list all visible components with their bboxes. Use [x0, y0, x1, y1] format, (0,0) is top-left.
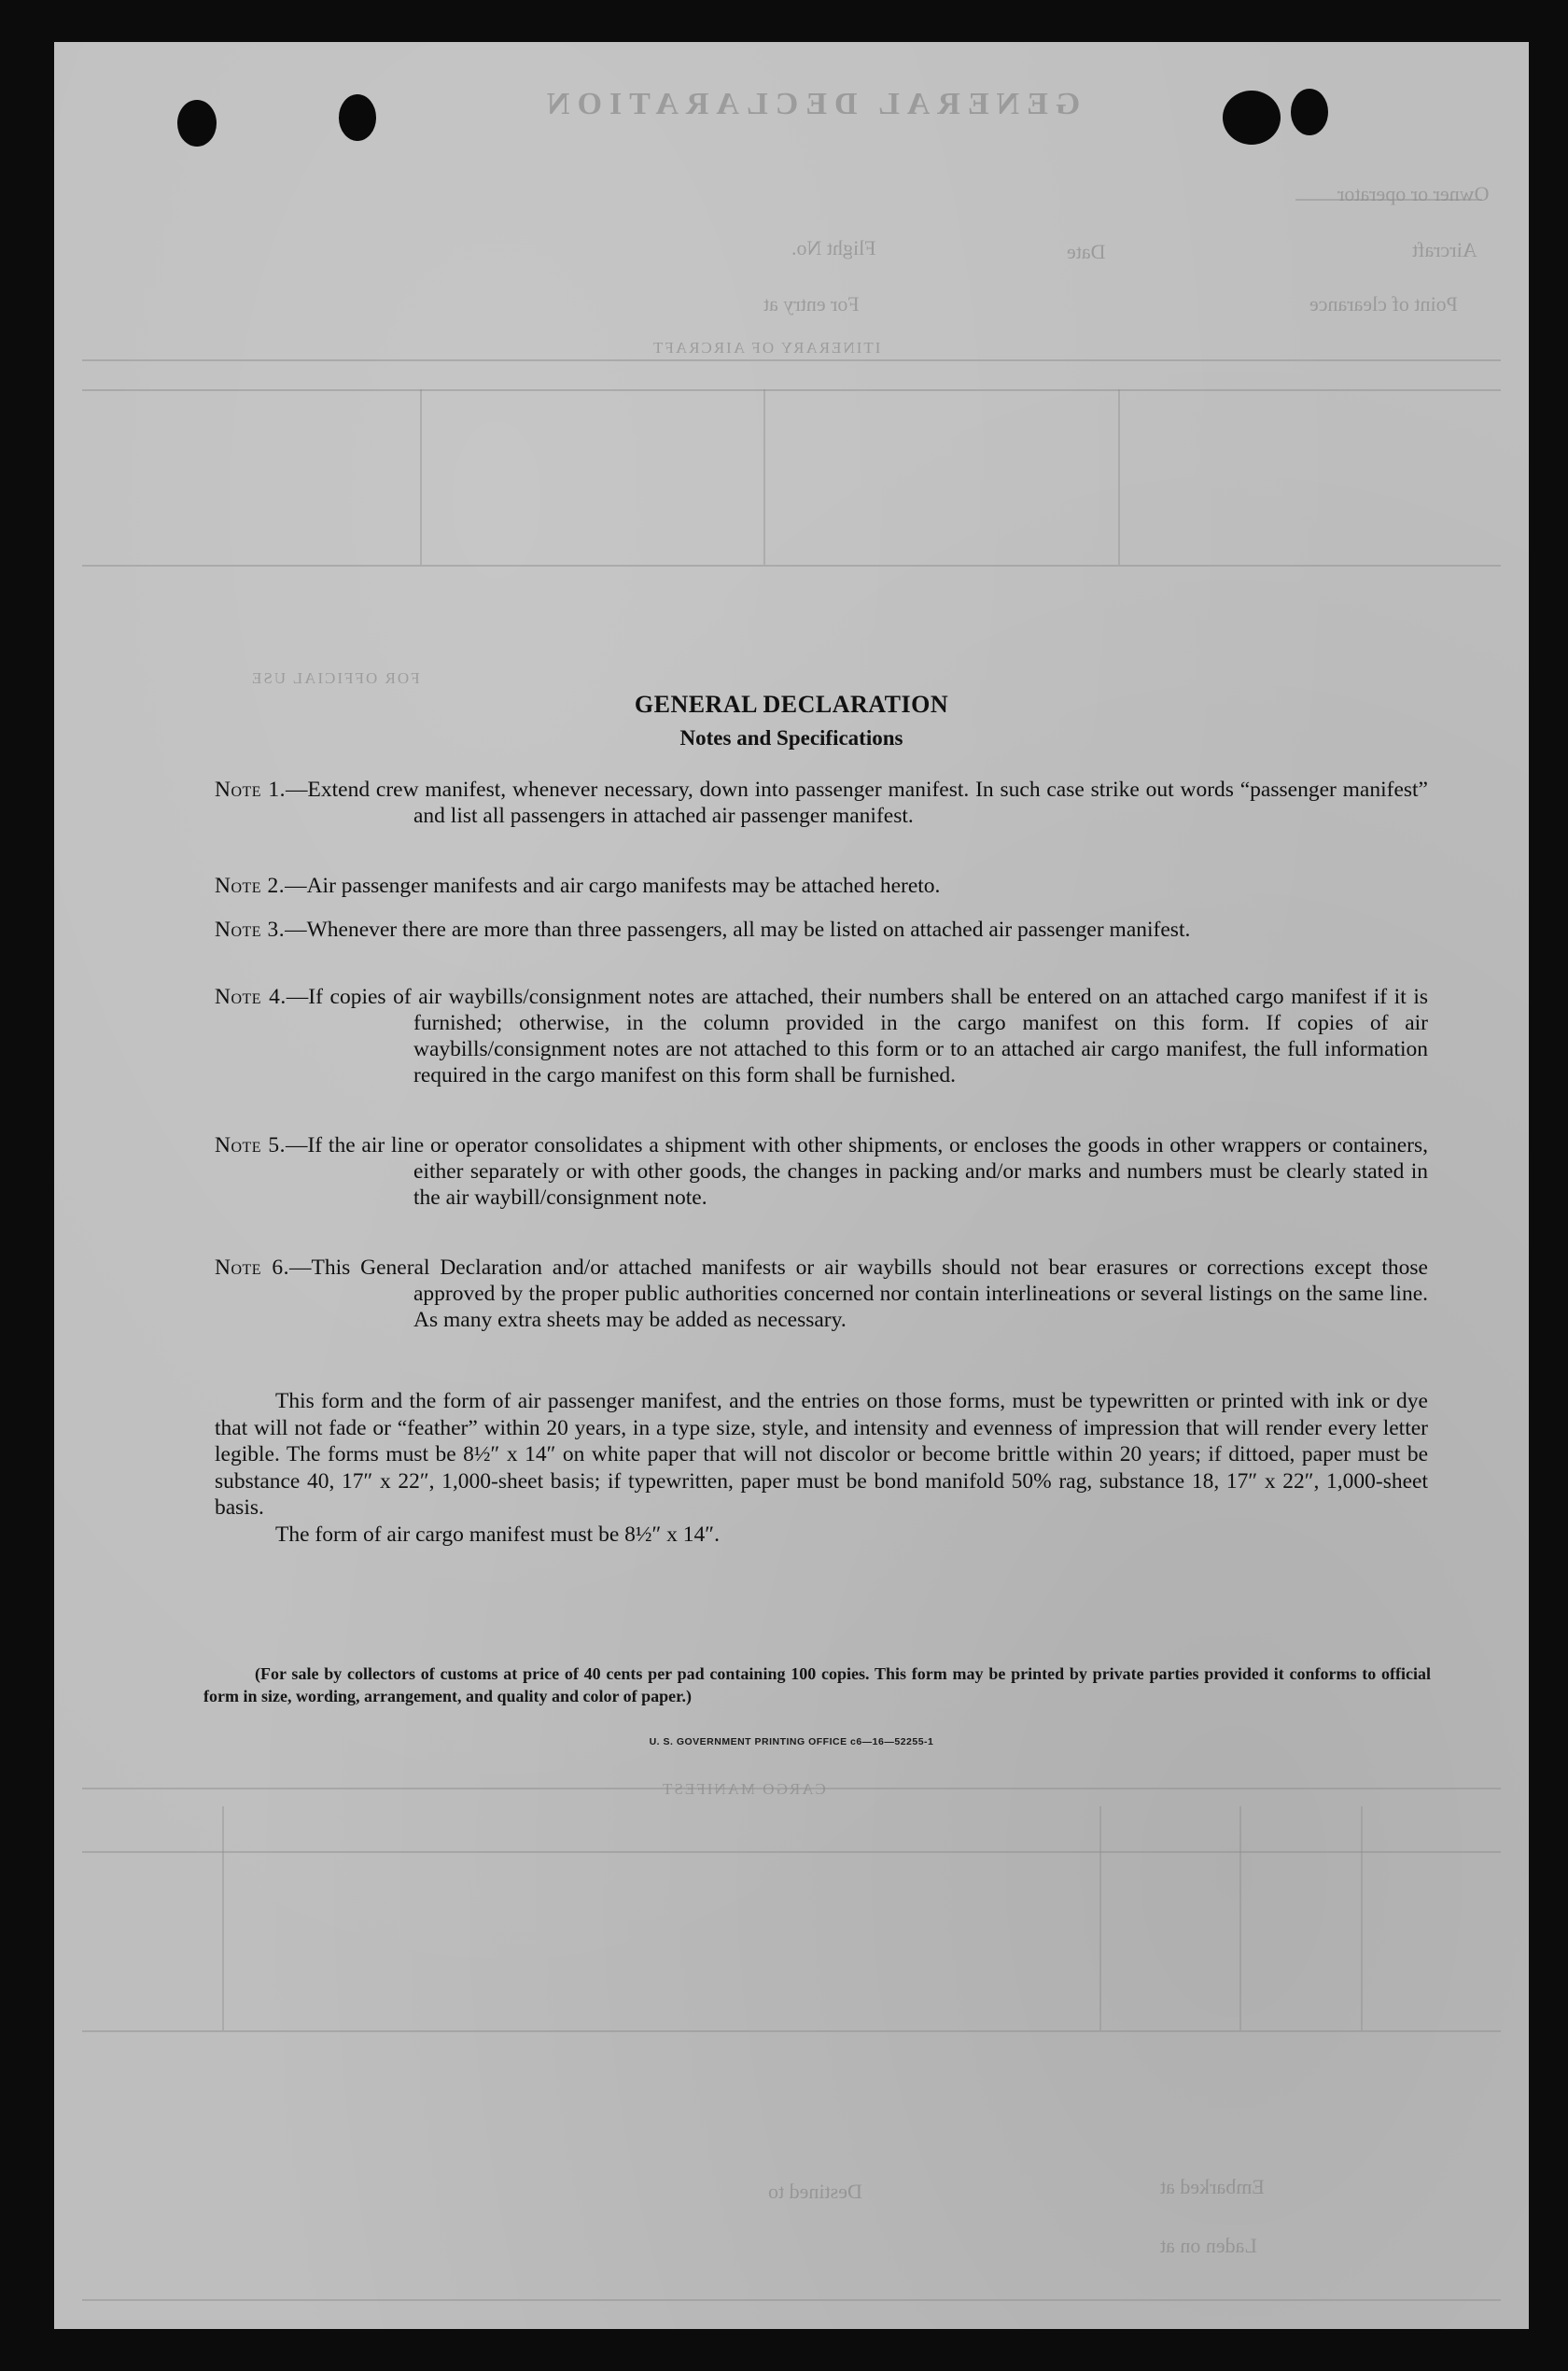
note-label: Note 4. [215, 985, 287, 1009]
ghost-rule [1361, 1806, 1363, 2030]
ghost-aircraft-field: Aircraft [1412, 238, 1477, 261]
note-label: Note 6. [215, 1256, 290, 1280]
punch-hole [1291, 89, 1328, 135]
ghost-rule [420, 389, 422, 565]
form-requirements [215, 1388, 1428, 1548]
note-3 [215, 917, 1428, 943]
punch-hole [177, 100, 217, 147]
document-title: GENERAL DECLARATION [634, 691, 949, 718]
note-1 [215, 777, 1428, 829]
punch-hole [1223, 91, 1281, 145]
document-page [54, 42, 1529, 2329]
ghost-rule [82, 2299, 1501, 2301]
ghost-rule [222, 1806, 224, 2030]
note-text: —This General Declaration and/or attached manifests or air waybills should not bear erasures or corrections except those approved by the proper public authorities concerned nor contain interlineations or several listings on the same line. As many extra sheets may be added as necessary. [289, 1256, 1428, 1332]
punch-hole [339, 94, 376, 141]
ghost-rule [82, 1788, 1501, 1789]
ghost-rule [82, 389, 1501, 391]
ghost-rule [1295, 199, 1482, 201]
ghost-cargo: CARGO MANIFEST [661, 1780, 826, 1798]
ghost-embarked: Embarked at [1160, 2175, 1265, 2198]
ghost-rule [1239, 1806, 1241, 2030]
form-paragraph: This form and the form of air passenger manifest, and the entries on those forms, must be typewritten or printed with ink or dye that will not fade or “feather” within 20 years, in a type size, style, and intensity and evenness of impression that will render every letter legible. The forms must be 8½″ x 14″ on white paper that will not discolor or become brittle within 20 years; if dittoed, paper must be substance 40, 17″ x 22″, 1,000-sheet basis; if typewritten, paper must be bond manifold 50% rag, substance 18, 17″ x 22″, 1,000-sheet basis. [215, 1389, 1428, 1520]
ghost-destined: Destined to [768, 2180, 862, 2203]
ghost-clearance-field: Point of clearance [1309, 292, 1458, 316]
ghost-rule [82, 359, 1501, 361]
sale-note: (For sale by collectors of customs at price of 40 cents per pad containing 100 copies. This form may be printed by private parties provided it conforms to official form in size, wording, arrangement, and quality and color of paper.) [203, 1664, 1431, 1705]
ghost-entry-field: For entry at [763, 292, 860, 316]
note-2 [215, 873, 1428, 899]
note-text: —Air passenger manifests and air cargo manifests may be attached hereto. [285, 874, 941, 898]
ghost-itinerary: ITINERARY OF AIRCRAFT [651, 339, 881, 357]
note-6 [215, 1255, 1428, 1333]
ghost-laden: Laden on at [1160, 2234, 1257, 2257]
note-text: —If copies of air waybills/consignment notes are attached, their numbers shall be entered on an attached cargo manifest if it is furnished; otherwise, in the column provided in the cargo manifest on this form. If copies of air waybills/consignment notes are not attached to this form or to an attached air cargo manifest, the full information required in the cargo manifest on this form shall be furnished. [286, 985, 1428, 1087]
ghost-rule [1099, 1806, 1101, 2030]
ghost-title: GENERAL DECLARATION [539, 87, 1081, 121]
ghost-rule [82, 565, 1501, 567]
note-label: Note 1. [215, 778, 287, 802]
ghost-rule [82, 1851, 1501, 1853]
document-subtitle: Notes and Specifications [679, 726, 903, 750]
ghost-flight-field: Flight No. [791, 236, 876, 260]
note-5 [215, 1132, 1428, 1211]
ghost-rule [763, 389, 765, 565]
note-text: —Extend crew manifest, whenever necessary, down into passenger manifest. In such case strike out words “passenger manifest” and list all passengers in attached air passenger manifest. [286, 778, 1428, 828]
printer-imprint: U. S. GOVERNMENT PRINTING OFFICE c6—16—52255-1 [649, 1736, 934, 1747]
note-text: —Whenever there are more than three passengers, all may be listed on attached air passenger manifest. [285, 918, 1191, 942]
note-label: Note 5. [215, 1133, 286, 1157]
ghost-official-use: FOR OFFICIAL USE [250, 669, 420, 687]
ghost-owner-field: Owner or operator [1337, 182, 1490, 205]
ghost-rule [82, 2030, 1501, 2032]
ghost-date-field: Date [1067, 240, 1106, 263]
note-label: Note 3. [215, 918, 286, 942]
cargo-form-line: The form of air cargo manifest must be 8½″ x 14″. [275, 1522, 720, 1547]
note-4 [215, 984, 1428, 1088]
note-label: Note 2. [215, 874, 286, 898]
ghost-rule [1118, 389, 1120, 565]
note-text: —If the air line or operator consolidates a shipment with other shipments, or encloses the goods in other wrappers or containers, either separately or with other goods, the changes in packing and/or marks and numbers must be clearly stated in the air waybill/consignment note. [285, 1133, 1428, 1210]
